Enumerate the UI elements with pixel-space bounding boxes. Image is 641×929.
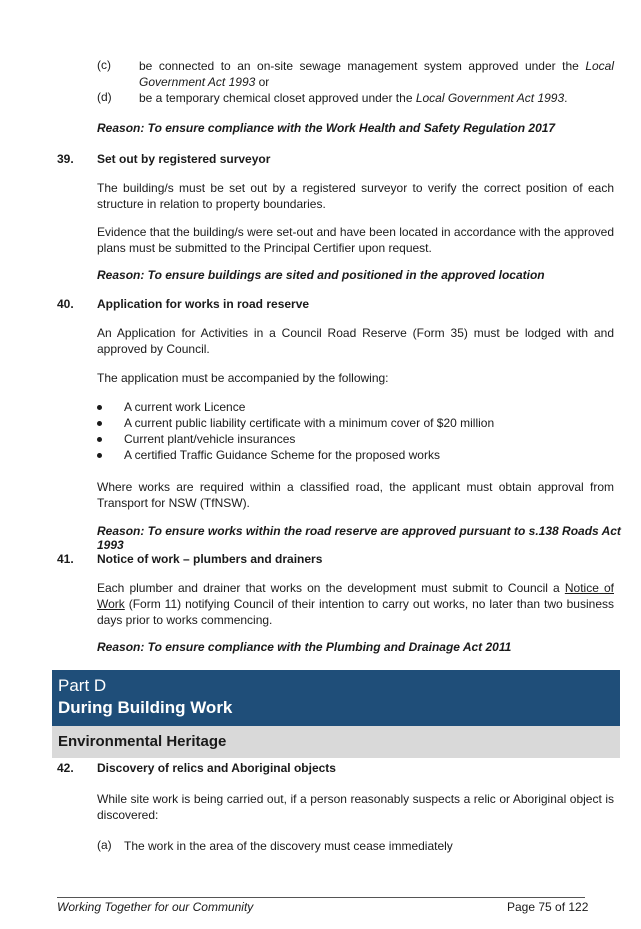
paragraph: The application must be accompanied by the following: [97,371,389,385]
paragraph [97,580,614,628]
reason-text: Reason: To ensure compliance with the Plumbing and Drainage Act 2011 [97,640,512,654]
paragraph: An Application for Activities in a Council Road Reserve (Form 35) must be lodged with and approved by Council. [97,326,614,356]
act-reference: Local [585,59,614,73]
list-item: Current plant/vehicle insurances [124,432,296,446]
reason-text: Reason: To ensure works within the road reserve are approved pursuant to s.138 Roads Act 1993 [97,524,621,552]
condition-title: Set out by registered surveyor [97,152,271,166]
list-item: A certified Traffic Guidance Scheme for the proposed works [124,448,440,462]
part-label: Part D [58,676,107,695]
list-item-d-end: . [564,91,568,105]
page-number: Page 75 of 122 [507,900,589,914]
paragraph: The building/s must be set out by a registered surveyor to verify the correct position of each structure in relation to property boundaries. [97,181,614,211]
list-item: A current public liability certificate with a minimum cover of $20 million [124,416,495,430]
bullet-icon [97,405,102,410]
paragraph: Evidence that the building/s were set-out and have been located in accordance with the approved plans must be submitted to the Principal Certifier upon request. [97,225,615,255]
condition-number: 41. [57,552,74,566]
paragraph-text: Each plumber and drainer that works on the development must submit to Council a [97,581,565,595]
footer-left: Working Together for our Community [57,900,254,914]
condition-title: Notice of work – plumbers and drainers [97,552,323,566]
reason-text: Reason: To ensure compliance with the Work Health and Safety Regulation 2017 [97,121,556,135]
condition-number: 40. [57,297,74,311]
paragraph: Where works are required within a classified road, the applicant must obtain approval from Transport for NSW (TfNSW). [97,480,614,510]
list-label-a: (a) [97,838,112,852]
bullet-icon [97,421,102,426]
list-item-d [139,90,614,106]
condition-title: Discovery of relics and Aboriginal objects [97,761,336,775]
list-label-c: (c) [97,58,111,72]
list-item-c-suffix: or [255,75,270,89]
list-item: A current work Licence [124,400,246,414]
notice-of-work-link[interactable]: Notice of Work [97,581,614,611]
part-title: During Building Work [58,698,233,717]
paragraph: While site work is being carried out, if a person reasonably suspects a relic or Aboriginal object is discovered: [97,792,614,822]
reason-text: Reason: To ensure buildings are sited and positioned in the approved location [97,268,545,282]
condition-number: 39. [57,152,74,166]
section-title: Environmental Heritage [58,733,227,750]
condition-number: 42. [57,761,74,775]
bullet-icon [97,437,102,442]
list-item-a: The work in the area of the discovery must cease immediately [124,839,453,853]
act-reference: Local Government Act 1993 [415,91,565,105]
paragraph-text: (Form 11) notifying Council of their intention to carry out works, no later than two business days prior to works commencing. [97,597,614,627]
footer-divider [57,897,585,898]
list-label-d: (d) [97,90,112,104]
list-item-c [139,58,614,90]
condition-title: Application for works in road reserve [97,297,310,311]
act-reference: Government Act 1993 [139,75,256,89]
section-banner [52,726,620,758]
list-item-c-text: be connected to an on-site sewage management system approved under the [139,59,579,73]
bullet-icon [97,453,102,458]
part-banner [52,670,620,726]
list-item-d-text: be a temporary chemical closet approved under the [139,91,416,105]
